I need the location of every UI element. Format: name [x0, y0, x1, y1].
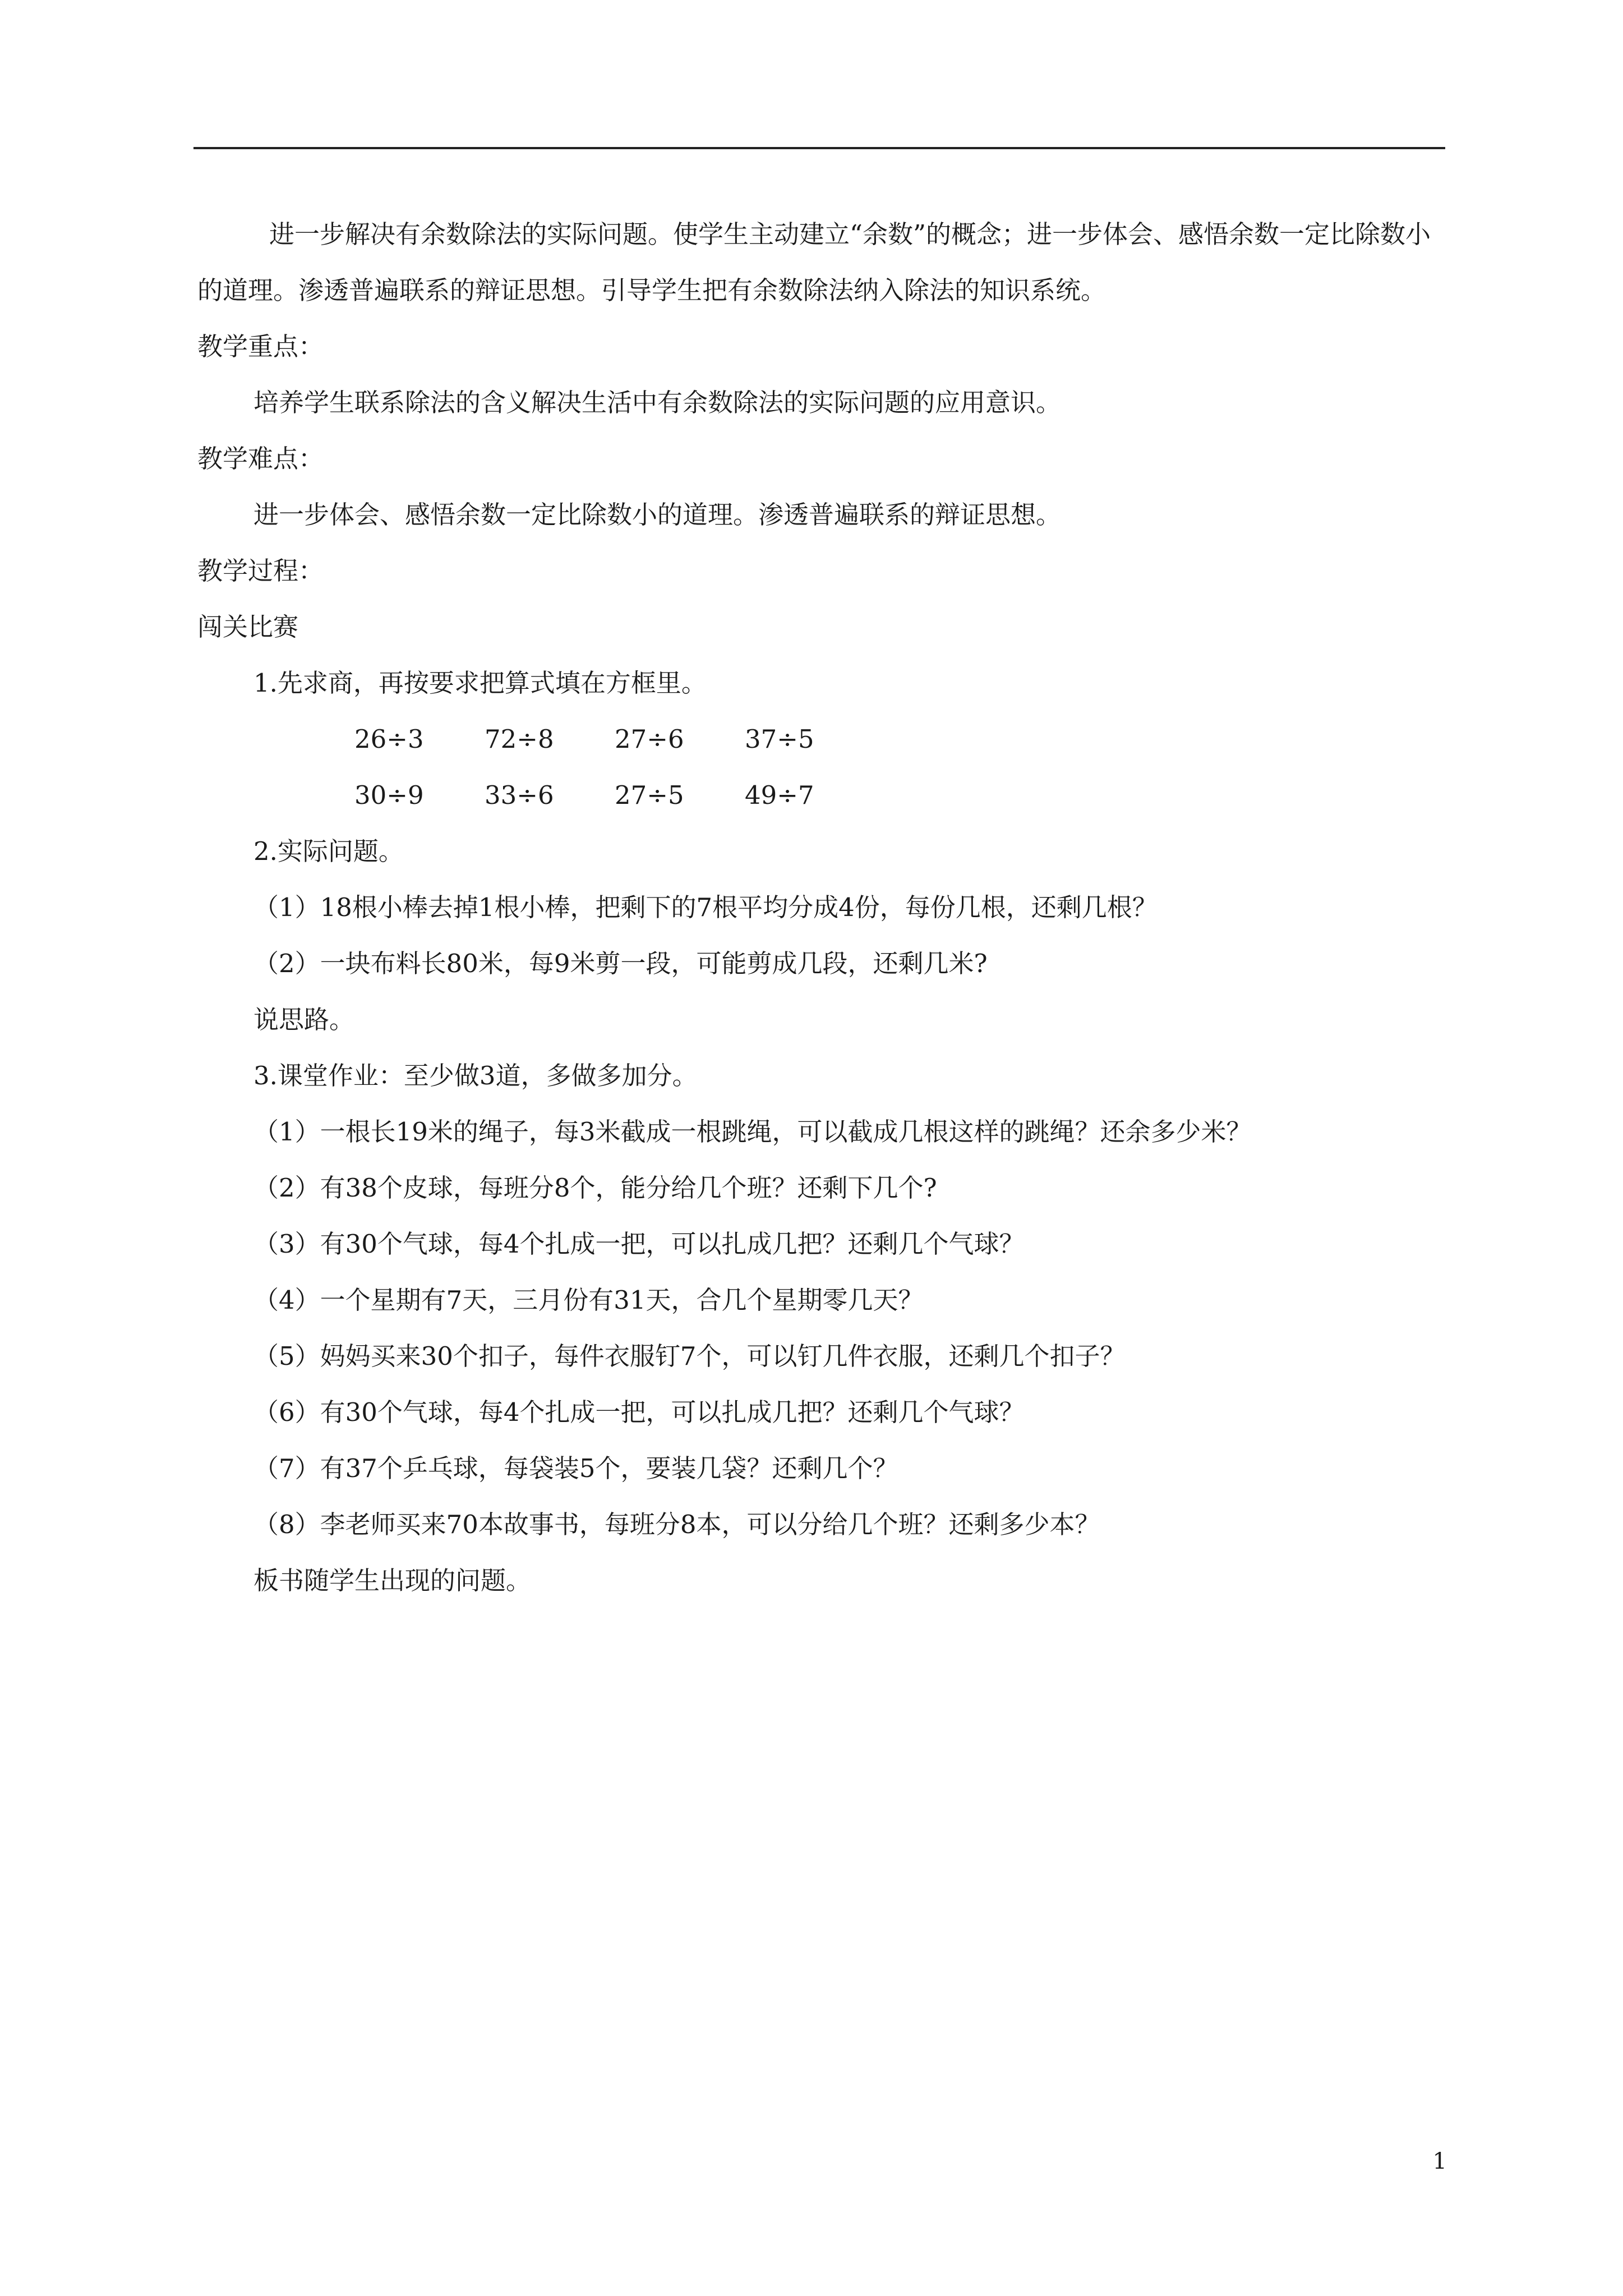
- task3-item: （8）李老师买来70本故事书，每班分8本，可以分给几个班？还剩多少本？: [253, 1510, 1100, 1539]
- section-title: 闯关比赛: [197, 612, 299, 642]
- page-number: 1: [1432, 2148, 1447, 2174]
- expression: 30÷9: [354, 780, 424, 810]
- difficulty-body: 进一步体会、感悟余数一定比除数小的道理。渗透普遍联系的辩证思想。: [253, 500, 1062, 530]
- expression-row: [197, 767, 1445, 823]
- task2-note: 说思路。: [253, 1005, 355, 1034]
- header-rule: [193, 147, 1445, 149]
- expression: 26÷3: [354, 724, 424, 754]
- document-body: [197, 206, 1445, 1609]
- task3-item: （1）一根长19米的绳子，每3米截成一根跳绳，可以截成几根这样的跳绳？还余多少米？: [253, 1117, 1252, 1147]
- expression: 49÷7: [745, 780, 814, 810]
- task3-item: （2）有38个皮球，每班分8个，能分给几个班？还剩下几个?: [253, 1173, 937, 1203]
- task3-item: （3）有30个气球，每4个扎成一把，可以扎成几把？还剩几个气球？: [253, 1229, 1025, 1259]
- task3-item: （6）有30个气球，每4个扎成一把，可以扎成几把？还剩几个气球？: [253, 1397, 1025, 1427]
- expression: 27÷6: [615, 724, 684, 754]
- process-heading: 教学过程：: [197, 556, 324, 586]
- expression: 72÷8: [485, 724, 554, 754]
- task3-item: （4）一个星期有7天，三月份有31天，合几个星期零几天？: [253, 1285, 924, 1315]
- difficulty-heading: 教学难点：: [197, 444, 324, 473]
- expression: 33÷6: [485, 780, 554, 810]
- task3-item: （7）有37个乒乓球，每袋装5个，要装几袋？还剩几个？: [253, 1453, 898, 1483]
- focus-body: 培养学生联系除法的含义解决生活中有余数除法的实际问题的应用意识。: [253, 388, 1062, 417]
- expression: 37÷5: [745, 724, 814, 754]
- expression-row: [197, 711, 1445, 767]
- task2-item: （2）一块布料长80米，每9米剪一段，可能剪成几段，还剩几米?: [253, 949, 988, 978]
- task2-item: （1）18根小棒去掉1根小棒，把剩下的7根平均分成4份，每份几根，还剩几根？: [253, 892, 1158, 922]
- task3-note: 板书随学生出现的问题。: [253, 1566, 532, 1595]
- focus-heading: 教学重点：: [197, 332, 324, 361]
- task2-title: 2.实际问题。: [253, 836, 404, 866]
- intro-paragraph: 进一步解决有余数除法的实际问题。使学生主动建立“余数”的概念；进一步体会、感悟余数一定比除数小的道理。渗透普遍联系的辩证思想。引导学生把有余数除法纳入除法的知识系统。: [197, 219, 1431, 305]
- task3-title: 3.课堂作业：至少做3道，多做多加分。: [253, 1061, 698, 1091]
- expression: 27÷5: [615, 780, 684, 810]
- task3-item: （5）妈妈买来30个扣子，每件衣服钉7个，可以钉几件衣服，还剩几个扣子？: [253, 1341, 1126, 1371]
- task1-title: 1.先求商，再按要求把算式填在方框里。: [253, 668, 707, 698]
